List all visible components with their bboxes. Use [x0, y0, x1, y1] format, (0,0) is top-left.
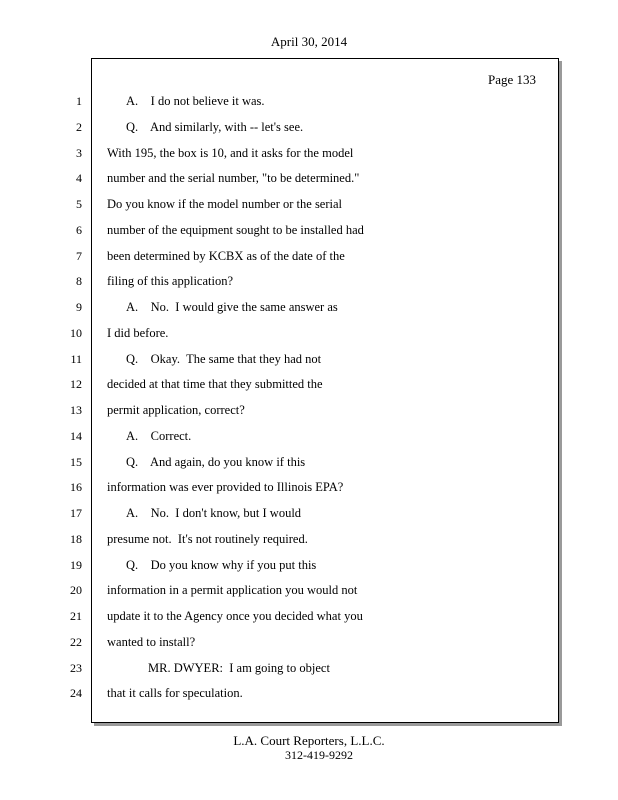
line-number: 2 [76, 120, 82, 134]
transcript-line: Do you know if the model number or the serial [107, 197, 343, 211]
line-number: 23 [70, 661, 82, 675]
line-number: 1 [76, 94, 82, 108]
line-number: 3 [76, 146, 82, 160]
line-number: 15 [70, 455, 82, 469]
line-number: 10 [70, 326, 82, 340]
transcript-line: been determined by KCBX as of the date of the [107, 249, 345, 263]
line-number: 22 [70, 635, 82, 649]
transcript-line: wanted to install? [107, 635, 196, 649]
transcript-line: A. No. I don't know, but I would [126, 506, 302, 520]
page-number: Page 133 [487, 72, 536, 87]
line-number: 11 [70, 352, 82, 366]
line-number: 16 [70, 480, 82, 494]
line-number: 19 [70, 558, 82, 572]
transcript-line: I did before. [107, 326, 169, 340]
line-number: 21 [70, 609, 82, 623]
line-number: 7 [76, 249, 82, 263]
line-number: 9 [76, 300, 82, 314]
transcript-line: A. Correct. [126, 429, 192, 443]
transcript-line: decided at that time that they submitted the [107, 377, 323, 391]
line-number: 6 [76, 223, 82, 237]
line-number: 18 [70, 532, 82, 546]
line-number: 24 [70, 686, 82, 700]
transcript-line: information in a permit application you would not [107, 583, 358, 597]
transcript-line: update it to the Agency once you decided what you [107, 609, 363, 623]
transcript-line: MR. DWYER: I am going to object [148, 661, 330, 675]
line-number: 4 [76, 171, 82, 185]
footer-company: L.A. Court Reporters, L.L.C. [233, 733, 385, 748]
line-number: 20 [70, 583, 82, 597]
transcript-line: permit application, correct? [107, 403, 245, 417]
transcript-line: that it calls for speculation. [107, 686, 243, 700]
line-number: 8 [76, 274, 82, 288]
transcript-line: number and the serial number, "to be determined." [107, 171, 360, 185]
transcript-line: Q. And again, do you know if this [126, 455, 306, 469]
transcript-line: A. No. I would give the same answer as [126, 300, 338, 314]
line-number: 13 [70, 403, 82, 417]
line-number: 5 [76, 197, 82, 211]
line-number: 17 [70, 506, 82, 520]
header-date: April 30, 2014 [270, 34, 348, 49]
transcript-line: A. I do not believe it was. [126, 94, 265, 108]
transcript-line: filing of this application? [107, 274, 234, 288]
transcript-line: With 195, the box is 10, and it asks for the model [107, 146, 354, 160]
transcript-line: presume not. It's not routinely required. [107, 532, 308, 546]
transcript-line: Q. And similarly, with -- let's see. [126, 120, 304, 134]
line-number: 14 [70, 429, 82, 443]
line-number: 12 [70, 377, 82, 391]
transcript-line: number of the equipment sought to be installed had [107, 223, 364, 237]
footer-phone: 312-419-9292 [285, 748, 353, 762]
transcript-line: Q. Do you know why if you put this [126, 558, 317, 572]
transcript-line: Q. Okay. The same that they had not [126, 352, 322, 366]
transcript-line: information was ever provided to Illinois EPA? [107, 480, 344, 494]
